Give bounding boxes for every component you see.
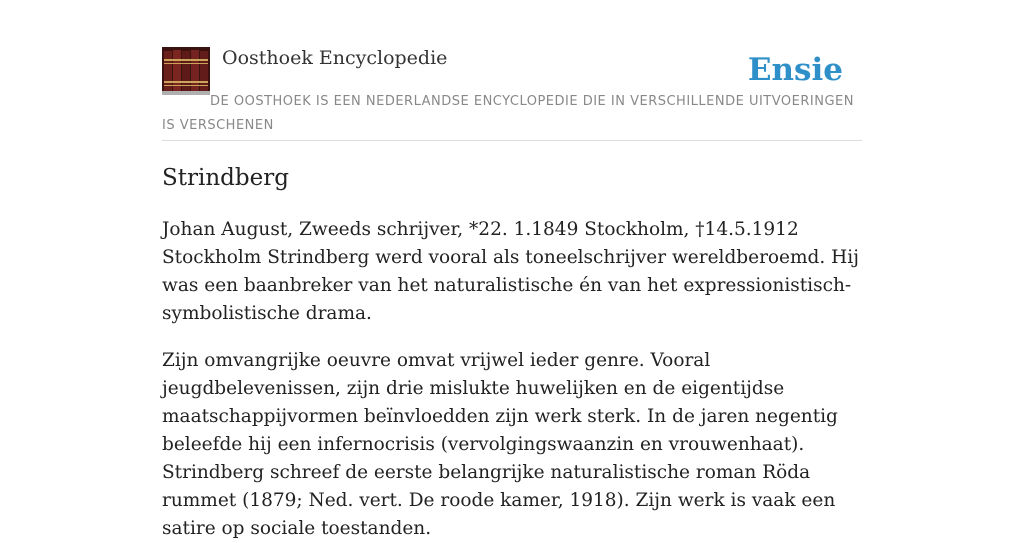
site-title[interactable]: Oosthoek Encyclopedie	[222, 47, 448, 69]
site-header	[162, 46, 862, 141]
article-paragraph: Zijn omvangrijke oeuvre omvat vrijwel ieder genre. Vooral jeugdbelevenissen, zijn drie mislukte huwelijken en de eigentijdse maatschappijvormen beïnvloedden zijn werk sterk. In de jaren negentig beleefde hij een infernocrisis (vervolgingswaanzin en vrouwenhaat). Strindberg schreef de eerste belangrijke naturalistische roman Röda rummet (1879; Ned. vert. De roode kamer, 1918). Zijn werk is vaak een satire op sociale toestanden.	[162, 350, 838, 539]
article	[162, 160, 862, 543]
avatar[interactable]	[162, 47, 210, 95]
article-paragraph: Johan August, Zweeds schrijver, *22. 1.1849 Stockholm, †14.5.1912 Stockholm Strindberg werd vooral als toneelschrijver wereldberoemd. Hij was een baanbreker van het naturalistische én van het expressionistisch-symbolistische drama.	[162, 219, 859, 324]
encyclopedia-books-icon	[162, 47, 210, 95]
article-title: Strindberg	[162, 165, 289, 191]
ensie-logo[interactable]: Ensie	[747, 52, 843, 88]
site-tagline: DE OOSTHOEK IS EEN NEDERLANDSE ENCYCLOPEDIE DIE IN VERSCHILLENDE UITVOERINGEN IS VERSCHENEN	[162, 94, 854, 133]
